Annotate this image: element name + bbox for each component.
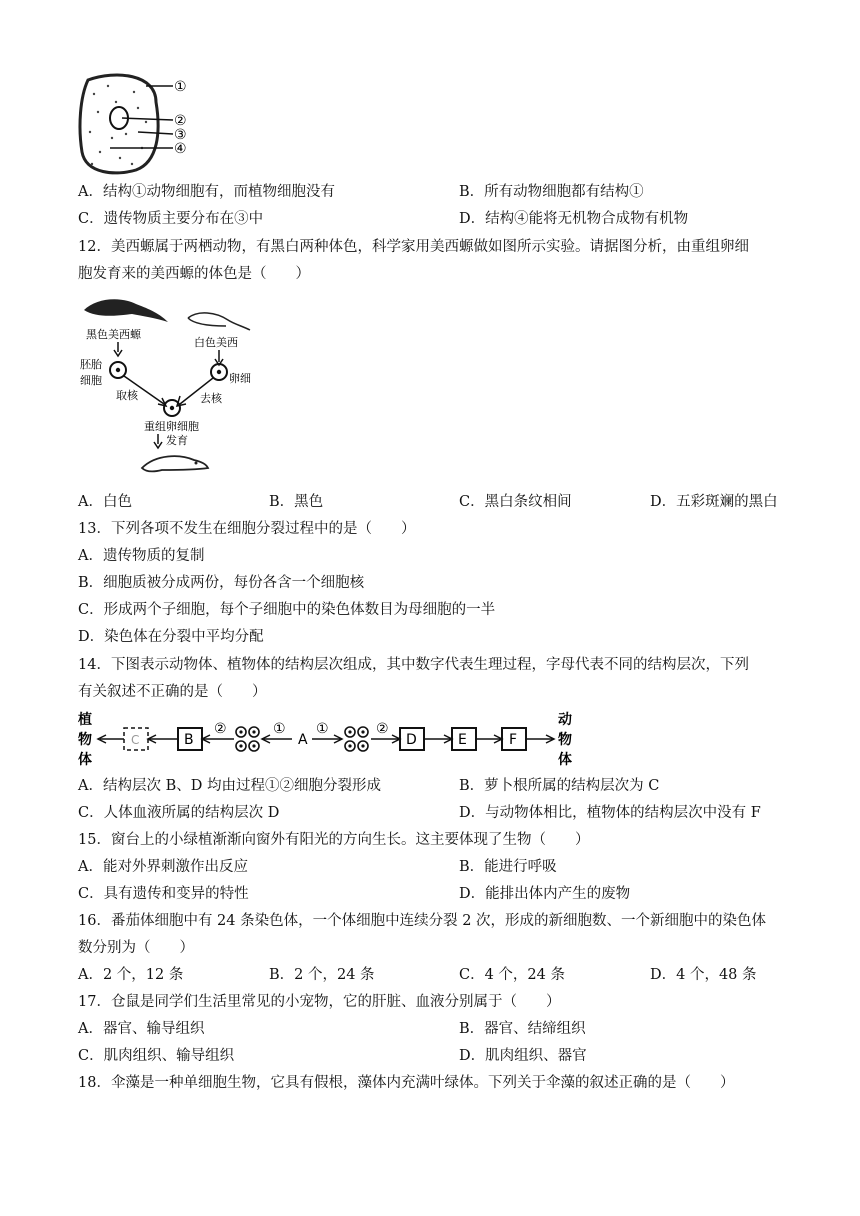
q16-stem-line1: 16．番茄体细胞中有 24 条染色体，一个体细胞中连续分裂 2 次，形成的新细胞数、一个新细胞中的染色体 [78, 913, 767, 929]
label-white-axolotl: 白色美西 [194, 336, 238, 349]
q13-option-a[interactable]: A．遗传物质的复制 [78, 548, 205, 564]
label-4: ④ [174, 141, 187, 157]
q15-option-c[interactable]: C．具有遗传和变异的特性 [78, 886, 249, 902]
box-c-label: C [131, 733, 140, 747]
q16-option-c[interactable]: C．4 个，24 条 [459, 967, 565, 983]
q14-stem-line1: 14．下图表示动物体、植物体的结构层次组成，其中数字代表生理过程，字母代表不同的结构层次，下列 [78, 657, 749, 673]
q14-option-b[interactable]: B．萝卜根所属的结构层次为 C [459, 778, 660, 794]
q11-option-d[interactable]: D．结构④能将无机物合成物有机物 [459, 211, 689, 227]
q11-option-c[interactable]: C．遗传物质主要分布在③中 [78, 211, 264, 227]
q17-option-d[interactable]: D．肌肉组织、器官 [459, 1048, 587, 1064]
q18-stem: 18．伞藻是一种单细胞生物，它具有假根，藻体内充满叶绿体。下列关于伞藻的叙述正确的是（ ） [78, 1075, 735, 1091]
q12-stem-line1: 12．美西螈属于两栖动物，有黑白两种体色，科学家用美西螈做如图所示实验。请据图分析，由重组卵细 [78, 239, 749, 255]
box-f-label: F [509, 732, 518, 748]
label-3: ③ [174, 127, 187, 143]
q14-option-a[interactable]: A．结构层次 B、D 均由过程①②细胞分裂形成 [78, 778, 381, 794]
process-1-left: ① [273, 721, 286, 737]
center-a-label: A [298, 732, 308, 748]
q13-stem: 13．下列各项不发生在细胞分裂过程中的是（ ） [78, 521, 416, 537]
q13-option-d[interactable]: D．染色体在分裂中平均分配 [78, 629, 264, 645]
label-plant-1: 植 [78, 712, 92, 728]
label-develop: 发育 [166, 434, 188, 447]
q17-option-c[interactable]: C．肌肉组织、输导组织 [78, 1048, 235, 1064]
label-recombined: 重组卵细胞 [144, 420, 199, 433]
q15-stem: 15．窗台上的小绿植渐渐向窗外有阳光的方向生长。这主要体现了生物（ ） [78, 832, 590, 848]
box-b-label: B [184, 732, 194, 748]
label-2: ② [174, 113, 187, 129]
label-remove-nucleus: 去核 [200, 392, 222, 405]
q16-option-a[interactable]: A．2 个，12 条 [78, 967, 184, 983]
label-1: ① [174, 79, 187, 95]
q15-option-d[interactable]: D．能排出体内产生的废物 [459, 886, 631, 902]
cell-diagram [76, 72, 206, 178]
q17-option-a[interactable]: A．器官、输导组织 [78, 1021, 205, 1037]
q12-stem-line2: 胞发育来的美西螈的体色是（ ） [78, 266, 310, 282]
label-plant-3: 体 [78, 752, 92, 768]
q14-stem-line2: 有关叙述不正确的是（ ） [78, 684, 267, 700]
label-embryo-1: 胚胎 [80, 358, 102, 371]
q16-option-d[interactable]: D．4 个，48 条 [650, 967, 757, 983]
label-plant-2: 物 [78, 732, 92, 748]
label-animal-3: 体 [558, 752, 572, 768]
q13-option-b[interactable]: B．细胞质被分成两份，每份各含一个细胞核 [78, 575, 365, 591]
q17-option-b[interactable]: B．器官、结缔组织 [459, 1021, 586, 1037]
label-animal-2: 物 [558, 732, 572, 748]
box-e-label: E [458, 732, 467, 748]
q11-option-b[interactable]: B．所有动物细胞都有结构① [459, 184, 644, 200]
q12-option-c[interactable]: C．黑白条纹相间 [459, 494, 572, 510]
process-2-left: ② [214, 721, 227, 737]
structure-level-diagram [76, 708, 586, 772]
q14-option-d[interactable]: D．与动物体相比，植物体的结构层次中没有 F [459, 805, 761, 821]
q11-option-a[interactable]: A．结构①动物细胞有，而植物细胞没有 [78, 184, 335, 200]
process-1-right: ① [316, 721, 329, 737]
box-d-label: D [406, 732, 417, 748]
label-animal-1: 动 [558, 712, 572, 728]
q16-stem-line2: 数分别为（ ） [78, 940, 194, 956]
q16-option-b[interactable]: B．2 个，24 条 [269, 967, 375, 983]
q12-option-d[interactable]: D．五彩斑斓的黑白 [650, 494, 778, 510]
label-take-nucleus: 取核 [116, 389, 138, 402]
label-embryo-2: 细胞 [80, 374, 102, 387]
q12-option-b[interactable]: B．黑色 [269, 494, 324, 510]
label-egg: 卵细 [229, 372, 251, 385]
q14-option-c[interactable]: C．人体血液所属的结构层次 D [78, 805, 280, 821]
q15-option-a[interactable]: A．能对外界刺激作出反应 [78, 859, 248, 875]
q17-stem: 17．仓鼠是同学们生活里常见的小宠物，它的肝脏、血液分别属于（ ） [78, 994, 561, 1010]
axolotl-experiment-diagram [76, 292, 256, 482]
label-black-axolotl: 黑色美西螈 [86, 328, 141, 341]
q12-option-a[interactable]: A．白色 [78, 494, 132, 510]
q13-option-c[interactable]: C．形成两个子细胞，每个子细胞中的染色体数目为母细胞的一半 [78, 602, 496, 618]
q15-option-b[interactable]: B．能进行呼吸 [459, 859, 557, 875]
process-2-right: ② [376, 721, 389, 737]
